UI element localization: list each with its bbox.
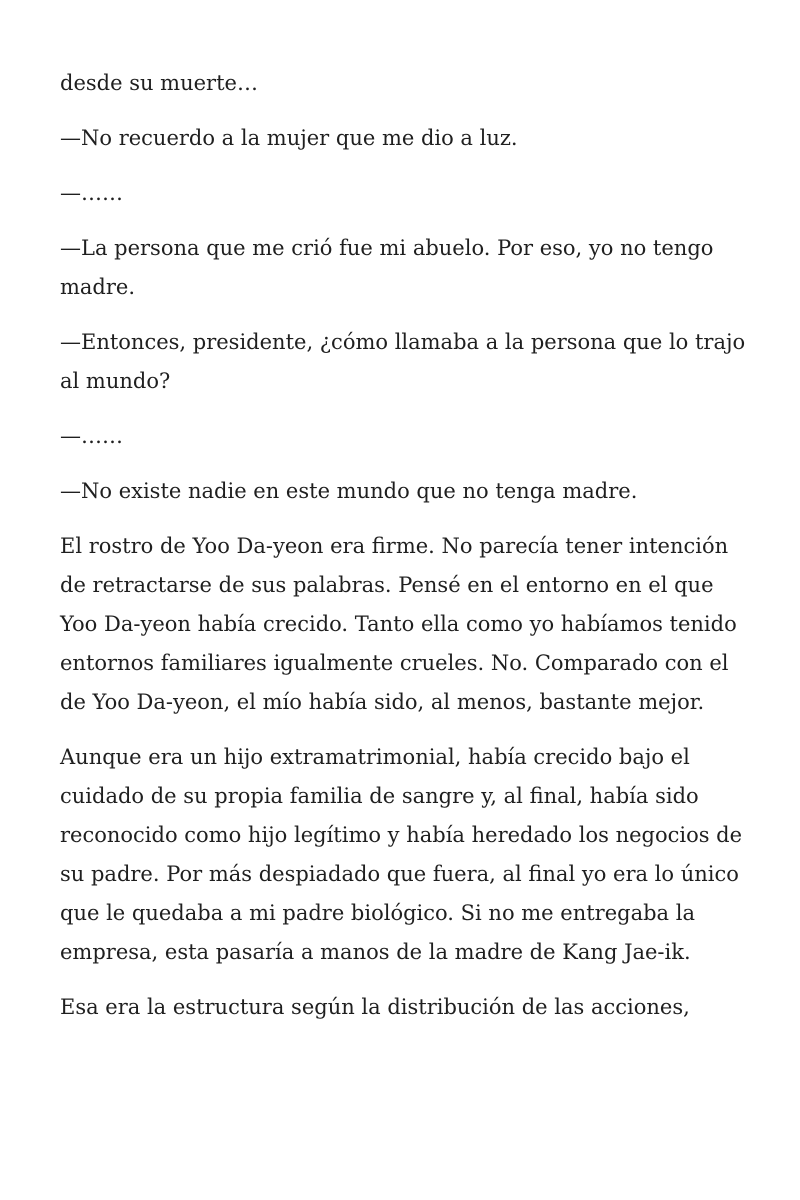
paragraph: desde su muerte… (60, 71, 258, 95)
paragraph: El rostro de Yoo Da-yeon era firme. No parecía tener intención de retractarse de sus palabras. Pensé en el entorno en el que Yoo Da-yeon había crecido. Tanto ella como yo habíamos tenido entornos familiares igualmente crueles. No. Comparado con el de Yoo Da-yeon, el mío había sido, al menos, bastante mejor. (60, 534, 737, 714)
dialogue-line: —No existe nadie en este mundo que no tenga madre. (60, 479, 638, 503)
reading-page (60, 64, 750, 1043)
dialogue-line: —…… (60, 181, 123, 205)
dialogue-line: —…… (60, 424, 123, 448)
dialogue-line: —No recuerdo a la mujer que me dio a luz. (60, 126, 518, 150)
dialogue-line: —La persona que me crió fue mi abuelo. Por eso, yo no tengo madre. (60, 236, 714, 299)
dialogue-line: —Entonces, presidente, ¿cómo llamaba a la persona que lo trajo al mundo? (60, 330, 746, 393)
paragraph: Aunque era un hijo extramatrimonial, había crecido bajo el cuidado de su propia familia de sangre y, al final, había sido reconocido como hijo legítimo y había heredado los negocios de su padre. Por más despiadado que fuera, al final yo era lo único que le quedaba a mi padre biológico. Si no me entregaba la empresa, esta pasaría a manos de la madre de Kang Jae-ik. (60, 745, 743, 964)
paragraph: Esa era la estructura según la distribución de las acciones, (60, 995, 690, 1019)
